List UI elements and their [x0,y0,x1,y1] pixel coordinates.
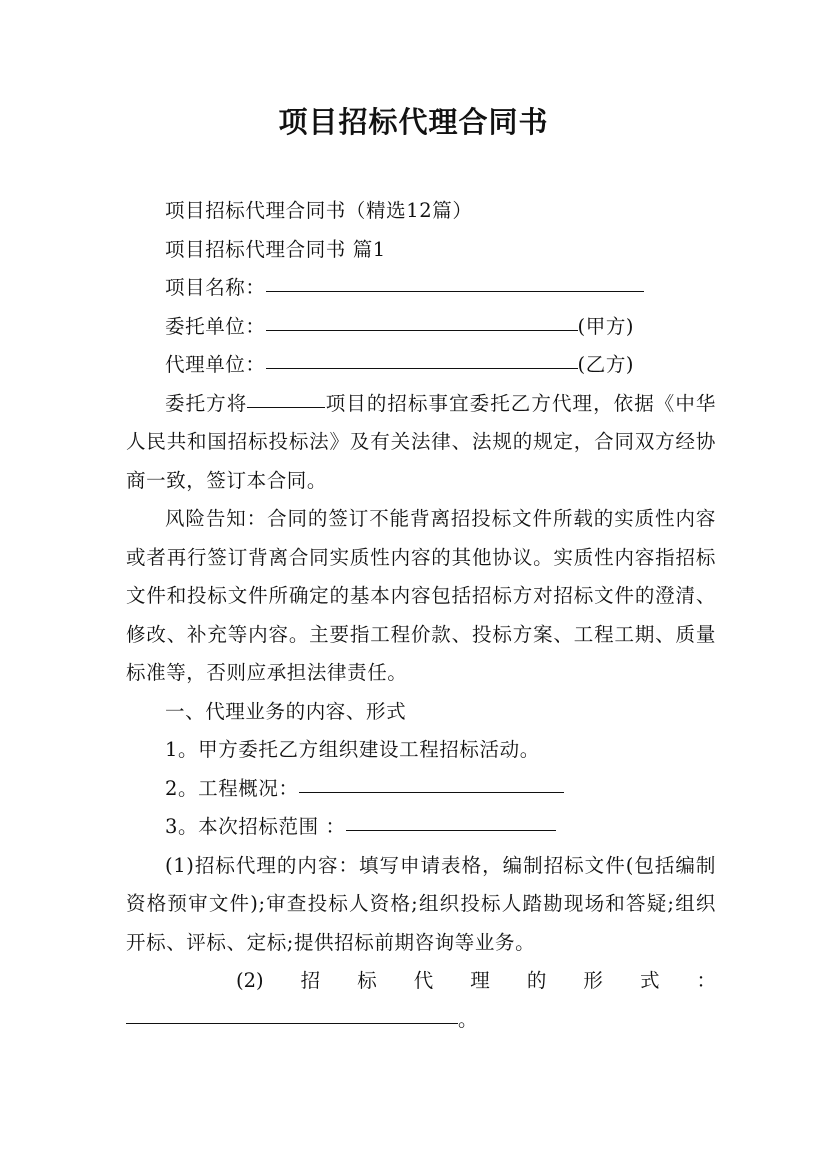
item-3-2-char: 形 [583,969,603,992]
project-name-blank [266,290,644,292]
document-title: 项目招标代理合同书 [278,105,549,139]
item-1: 1。甲方委托乙方组织建设工程招标活动。 [165,738,540,761]
entrust-text-b: 项目的招标事宜委托乙方代理，依据《中华人民共和国招标投标法》及有关法律、法规的规定，合同双方经协商一致，签订本合同。 [126,391,716,492]
item-3-2-char: ： [696,969,716,992]
item-3-label: 3。本次招标范围 ： [165,815,346,838]
project-name-line [126,269,716,308]
item-3-2-char: 理 [470,969,490,992]
entrust-paragraph [126,385,716,501]
item-3-2-blank [126,1022,458,1024]
item-3-1-paragraph: (1)招标代理的内容：填写申请表格，编制招标文件(包括编制资格预审文件);审查投标人资格;组织投标人踏勘现场和答疑;组织开标、评标、定标;提供招标前期咨询等业务。 [126,853,716,954]
entrust-blank [247,406,325,408]
item-3-2-char: 的 [526,969,547,992]
document-body [126,192,716,1039]
agent-line [126,346,716,385]
item-3-2-char: 招 [300,969,321,992]
subtitle-line: 项目招标代理合同书（精选12篇） [165,199,473,222]
item-3-2-line [126,962,716,1001]
agent-blank [266,367,578,369]
item-3-2-blank-line [126,1001,716,1040]
client-line [126,308,716,347]
item-3-2-char: 式 [639,969,660,992]
chapter-heading: 项目招标代理合同书 篇1 [165,237,386,261]
item-3-blank [346,829,556,831]
item-2-blank [299,791,564,793]
agent-label: 代理单位： [165,353,266,376]
item-3-line [126,808,716,847]
client-label: 委托单位： [165,314,266,338]
client-suffix: (甲方) [577,314,635,338]
risk-paragraph: 风险告知：合同的签订不能背离招投标文件所载的实质性内容或者再行签订背离合同实质性内容的其他协议。实质性内容指招标文件和投标文件所确定的基本内容包括招标方对招标文件的澄清、修改、补充等内容。主要指工程价款、投标方案、工程工期、质量标准等，否则应承担法律责任。 [126,507,716,684]
item-3-2-char: (2) [236,969,264,992]
item-3-2-char: 代 [413,969,434,992]
agent-suffix: (乙方) [577,353,635,376]
entrust-text-a: 委托方将 [165,391,248,415]
client-blank [266,329,578,331]
project-name-label: 项目名称： [165,276,266,299]
section-heading-1: 一、代理业务的内容、形式 [165,699,407,723]
item-2-label: 2。工程概况： [165,776,299,800]
item-3-2-char: 标 [357,969,377,992]
item-2-line [126,770,716,809]
item-3-2-end: 。 [458,1007,479,1031]
